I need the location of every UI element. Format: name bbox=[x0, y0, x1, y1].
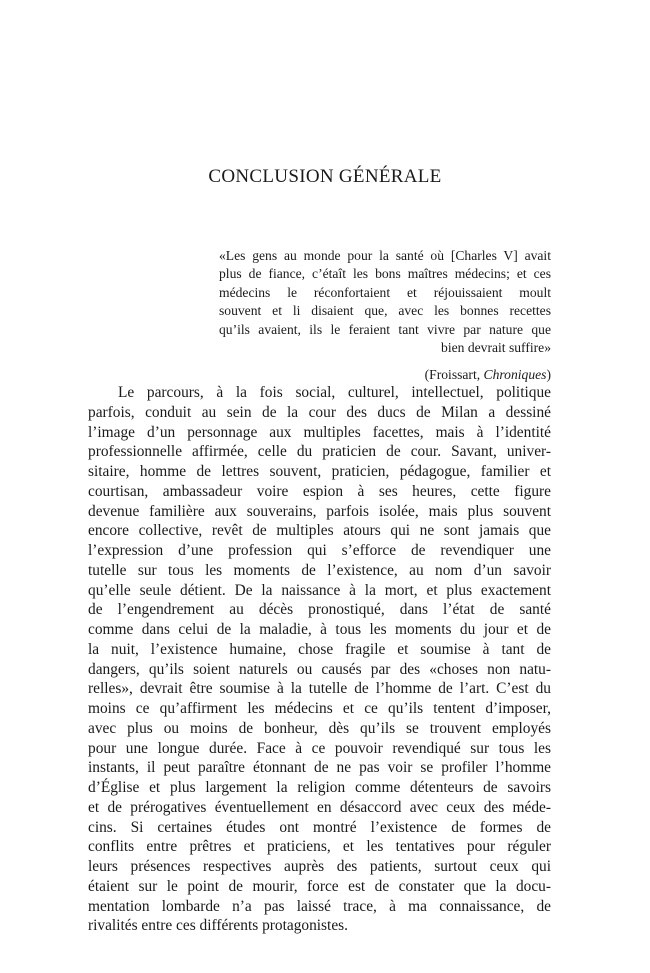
body-line: moins ce qu’affirment les médecins et ce qu’ils tentent d’imposer, bbox=[88, 700, 551, 717]
epigraph-line: qu’ils avaient, ils le feraient tant vivre par nature que bbox=[219, 321, 551, 337]
body-paragraph bbox=[88, 383, 551, 936]
body-line: pour une longue durée. Face à ce pouvoir revendiqué sur tous les bbox=[88, 739, 551, 757]
body-line: encore collective, revêt de multiples atours qui ne sont jamais que bbox=[88, 522, 551, 540]
attribution-author: (Froissart, bbox=[424, 367, 484, 383]
body-line: dangers, qu’ils soient naturels ou causés par des «choses non natu- bbox=[88, 660, 551, 678]
body-line: courtisan, ambassadeur voire espion à ses heures, cette figure bbox=[88, 482, 551, 500]
attribution-work-title: Chroniques bbox=[483, 367, 547, 383]
body-line: sitaire, homme de lettres souvent, praticien, pédagogue, familier et bbox=[88, 463, 551, 480]
body-line: conflits entre prêtres et praticiens, et les tentatives pour réguler bbox=[88, 838, 551, 856]
body-line: étaient sur le point de mourir, force est de constater que la docu- bbox=[88, 877, 551, 895]
body-line: leurs présences respectives auprès des patients, surtout ceux qui bbox=[88, 858, 551, 875]
chapter-title: CONCLUSION GÉNÉRALE bbox=[208, 166, 442, 187]
body-line: cins. Si certaines études ont montré l’existence de formes de bbox=[88, 818, 551, 836]
epigraph-line: médecins le réconfortaient et réjouissaient moult bbox=[219, 284, 551, 300]
body-line: devenue familière aux souverains, parfois isolée, mais plus souvent bbox=[88, 502, 551, 520]
body-line: mentation lombarde n’a pas laissé trace, à ma connaissance, de bbox=[88, 897, 551, 915]
body-line: comme dans celui de la maladie, à tous les moments du jour et de bbox=[88, 621, 551, 638]
epigraph-line: «Les gens au monde pour la santé où [Charles V] avait bbox=[219, 248, 551, 263]
body-line: rivalités entre ces différents protagonistes. bbox=[88, 917, 348, 935]
body-line: avec plus ou moins de bonheur, dès qu’ils se trouvent employés bbox=[88, 719, 551, 737]
body-line: relles», devrait être soumise à la tutelle de l’homme de l’art. C’est du bbox=[88, 680, 551, 698]
body-line: et de prérogatives éventuellement en désaccord avec ceux des méde- bbox=[88, 798, 551, 816]
epigraph-line: souvent et li disaient que, avec les bonnes recettes bbox=[219, 303, 551, 319]
body-line: Le parcours, à la fois social, culturel, intellectuel, politique bbox=[118, 384, 551, 401]
epigraph-attribution bbox=[219, 366, 551, 384]
body-line: tutelle sur tous les moments de l’existence, au nom d’un savoir bbox=[88, 561, 551, 579]
attribution-close: ) bbox=[546, 367, 551, 383]
epigraph-line: plus de fiance, c’étaît les bons maîtres médecins; et ces bbox=[219, 266, 551, 282]
body-line: professionnelle affirmée, celle du praticien de cour. Savant, univer- bbox=[88, 443, 551, 461]
epigraph bbox=[219, 247, 551, 384]
body-line: la nuit, l’existence humaine, chose fragile et soumise à tant de bbox=[88, 640, 551, 658]
body-line: instants, il peut paraître étonnant de ne pas voir se profiler l’homme bbox=[88, 759, 551, 777]
epigraph-line: bien devrait suffire» bbox=[441, 339, 551, 355]
body-line: d’Église et plus largement la religion comme détenteurs de savoirs bbox=[88, 779, 551, 796]
body-line: parfois, conduit au sein de la cour des ducs de Milan a dessiné bbox=[88, 403, 551, 421]
body-line: l’image d’un personnage aux multiples facettes, mais à l’identité bbox=[88, 423, 551, 441]
body-line: qu’elle seule détient. De la naissance à la mort, et plus exactement bbox=[88, 581, 551, 599]
body-line: de l’engendrement au décès pronostiqué, dans l’état de santé bbox=[88, 601, 551, 619]
body-line: l’expression d’une profession qui s’efforce de revendiquer une bbox=[88, 542, 551, 559]
